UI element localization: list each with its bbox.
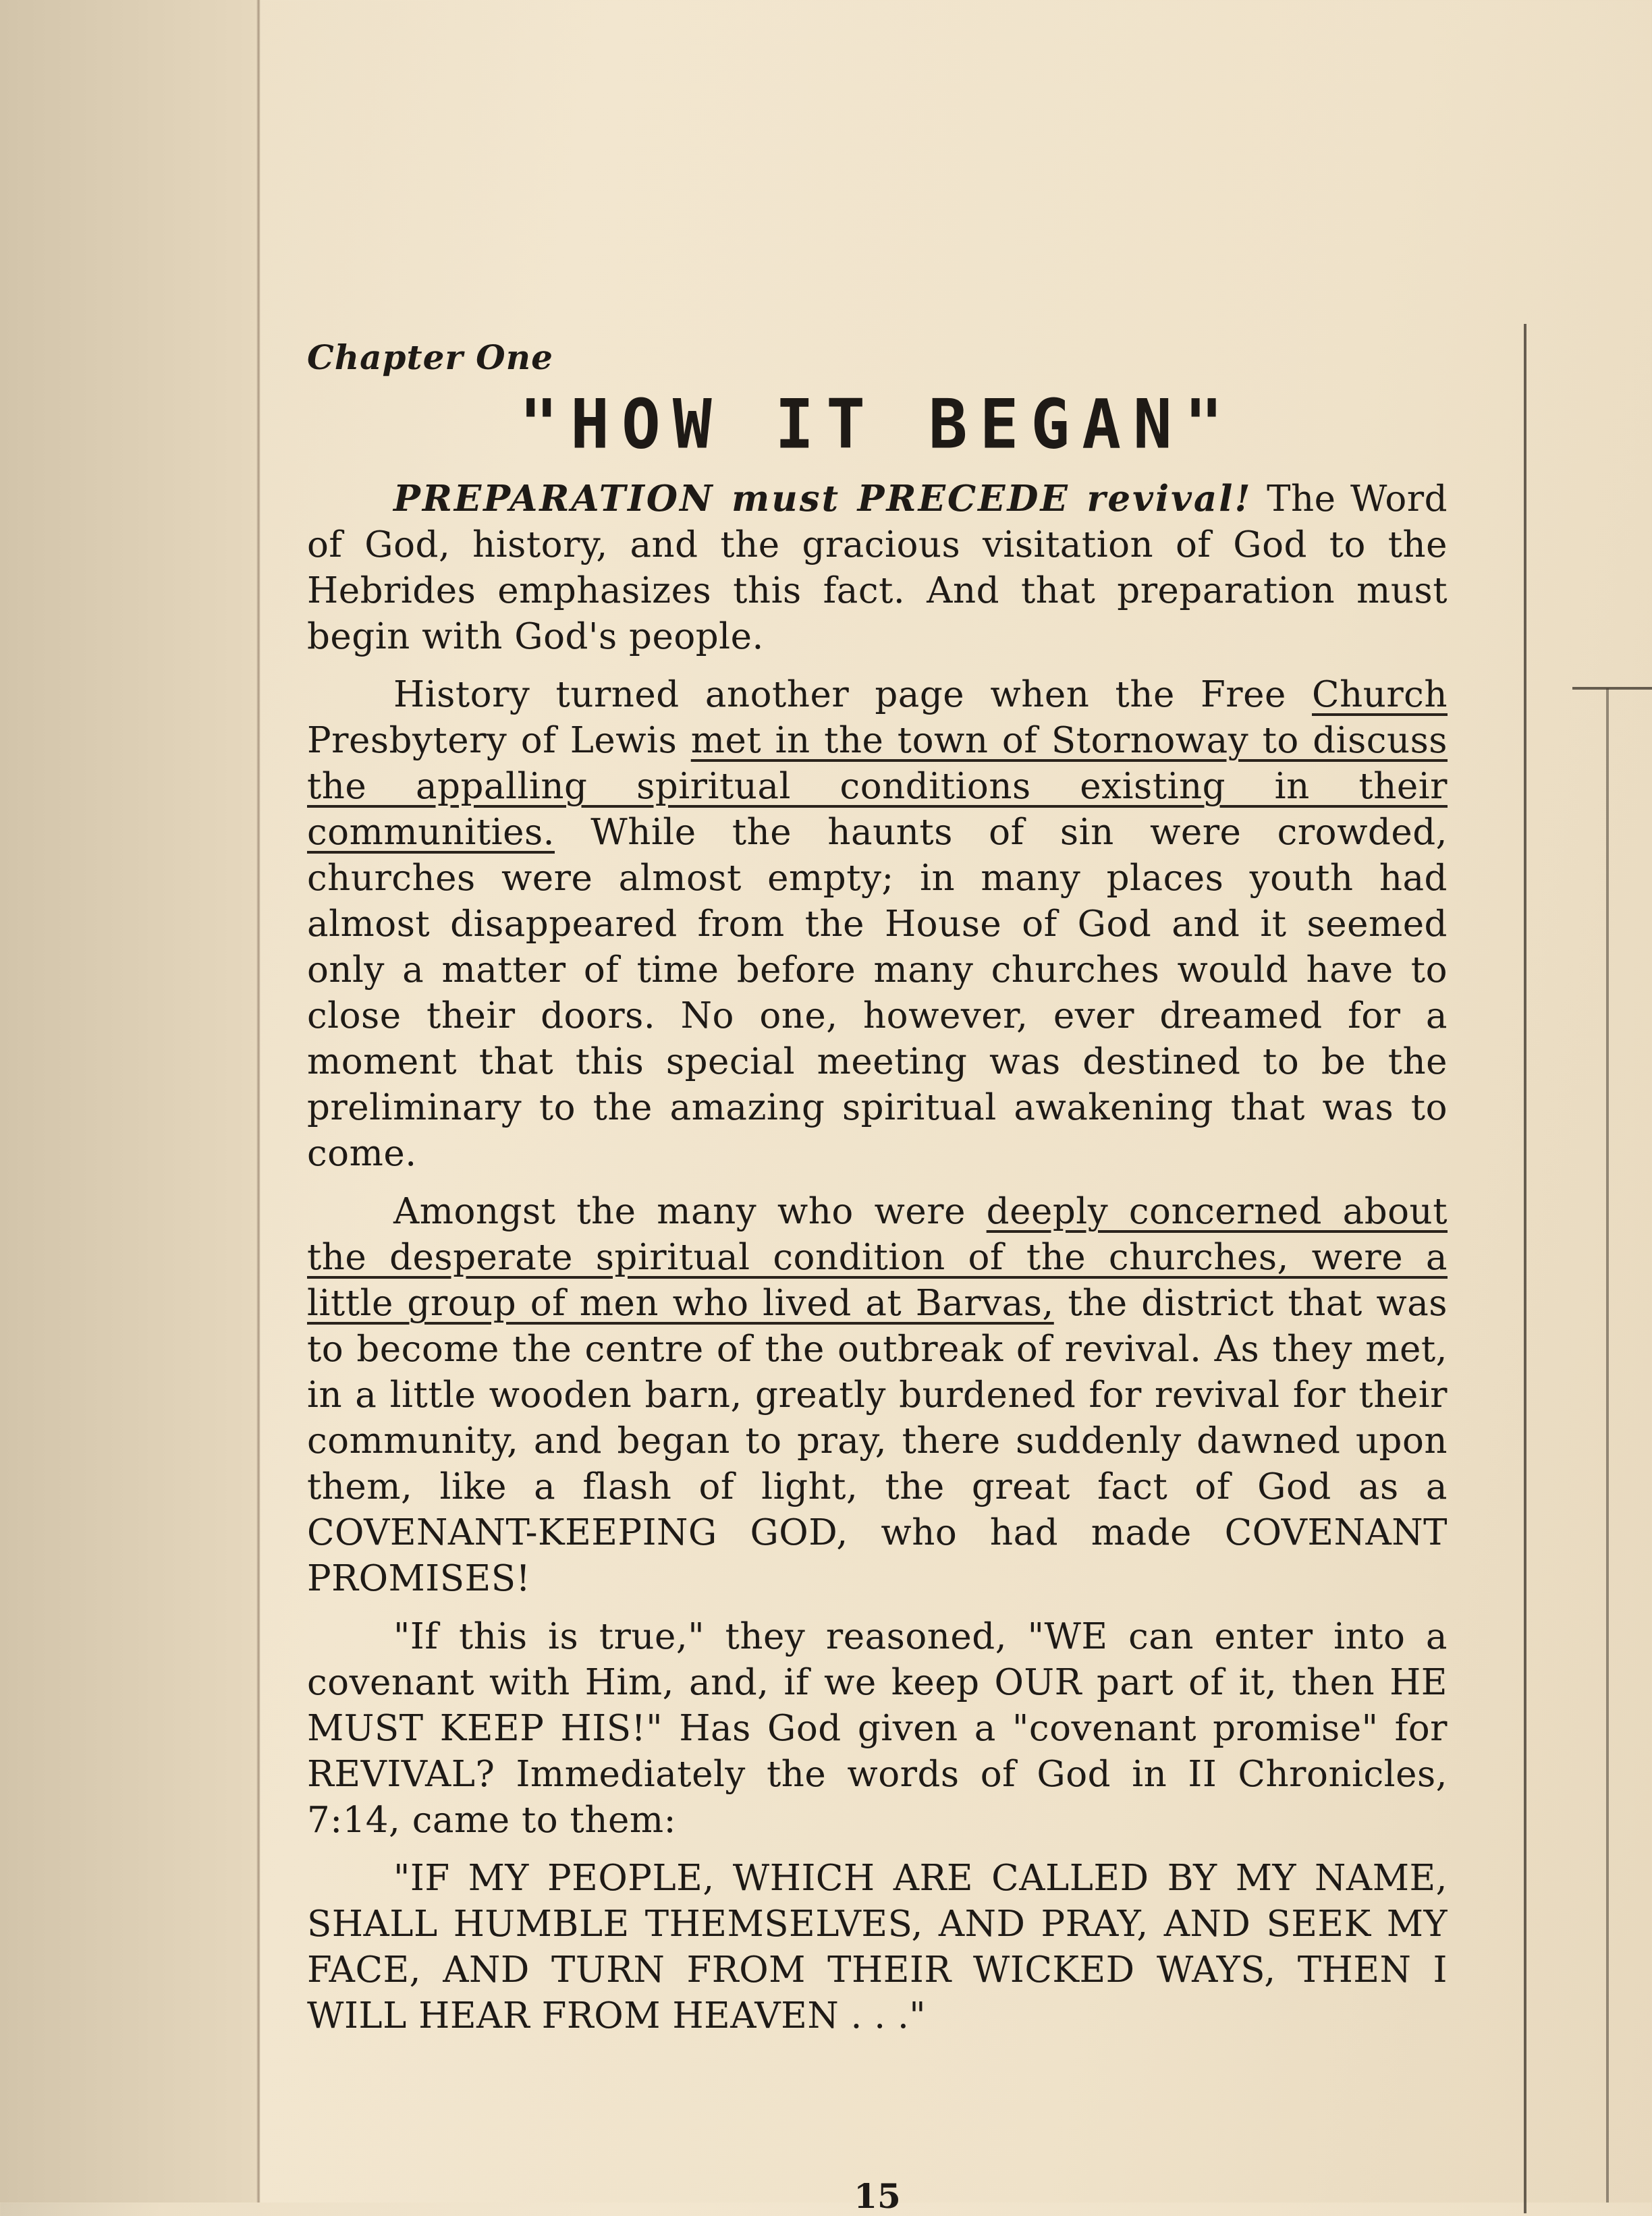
paragraph-1 xyxy=(307,476,1448,660)
scripture-quote: "IF MY PEOPLE, WHICH ARE CALLED BY MY NAME, SHALL HUMBLE THEMSELVES, AND PRAY, AND SEEK MY FACE, AND TURN FROM THEIR WICKED WAYS, THEN I WILL HEAR FROM HEAVEN . . ." xyxy=(307,1858,1448,2037)
paragraph-text: The Word of God, history, and the gracious visitation of God to the Hebrides emphasizes this fact. And that preparation must begin with God's people. xyxy=(307,478,1448,657)
margin-pencil-line xyxy=(1572,687,1652,690)
margin-pencil-line xyxy=(1606,688,1609,2203)
paragraph-text: History turned another page when the Free xyxy=(393,674,1313,715)
chapter-label: Chapter One xyxy=(307,337,553,377)
paragraph-text: Presbytery of Lewis xyxy=(307,720,691,761)
underlined-text: Church xyxy=(1312,674,1448,715)
underlined-text: met in the town of Stornoway to discuss the appalling spiritual conditions existing in their communities. xyxy=(307,720,1448,853)
margin-pencil-line xyxy=(1524,324,1526,2213)
emphasis-text: must xyxy=(714,478,858,520)
paragraph-text: While the haunts of sin were crowded, churches were almost empty; in many places youth had almost disappeared from the House of God and it seemed only a matter of time before many churches would have to close their doors. No one, however, ever dreamed for a moment that this special meeting was destined to be the preliminary to the amazing spiritual awakening that was to come. xyxy=(307,812,1448,1174)
paragraph-text: the district that was to become the centre of the outbreak of revival. As they met, in a little wooden barn, greatly burdened for revival for their community, and began to pray, there suddenly dawned upon them, like a flash of light, the great fact of God as a COVENANT-KEEPING GOD, who had made COVENANT PROMISES! xyxy=(307,1283,1448,1599)
paragraph-text: Amongst the many who were xyxy=(393,1191,987,1232)
book-page xyxy=(307,337,1448,2216)
emphasis-text: PRECEDE xyxy=(857,478,1070,520)
emphasis-text: PREPARATION xyxy=(393,478,715,520)
book-gutter xyxy=(256,0,260,2203)
paragraph-4: "If this is true," they reasoned, "WE can enter into a covenant with Him, and, if we keep OUR part of it, then HE MUST KEEP HIS!" Has God given a "covenant promise" for REVIVAL? Immediately the words of God in II Chronicles, 7:14, came to them: xyxy=(307,1616,1448,1841)
chapter-title: "HOW IT BEGAN" xyxy=(519,385,1236,464)
emphasis-text: revival! xyxy=(1069,478,1252,520)
paragraph-2 xyxy=(307,672,1448,1177)
paragraph-3 xyxy=(307,1189,1448,1602)
left-page-edge xyxy=(0,0,260,2203)
underlined-text: deeply concerned about the desperate spiritual condition of the churches, were a little group of men who lived at Barvas, xyxy=(307,1191,1448,1324)
page-number: 15 xyxy=(854,2176,901,2216)
